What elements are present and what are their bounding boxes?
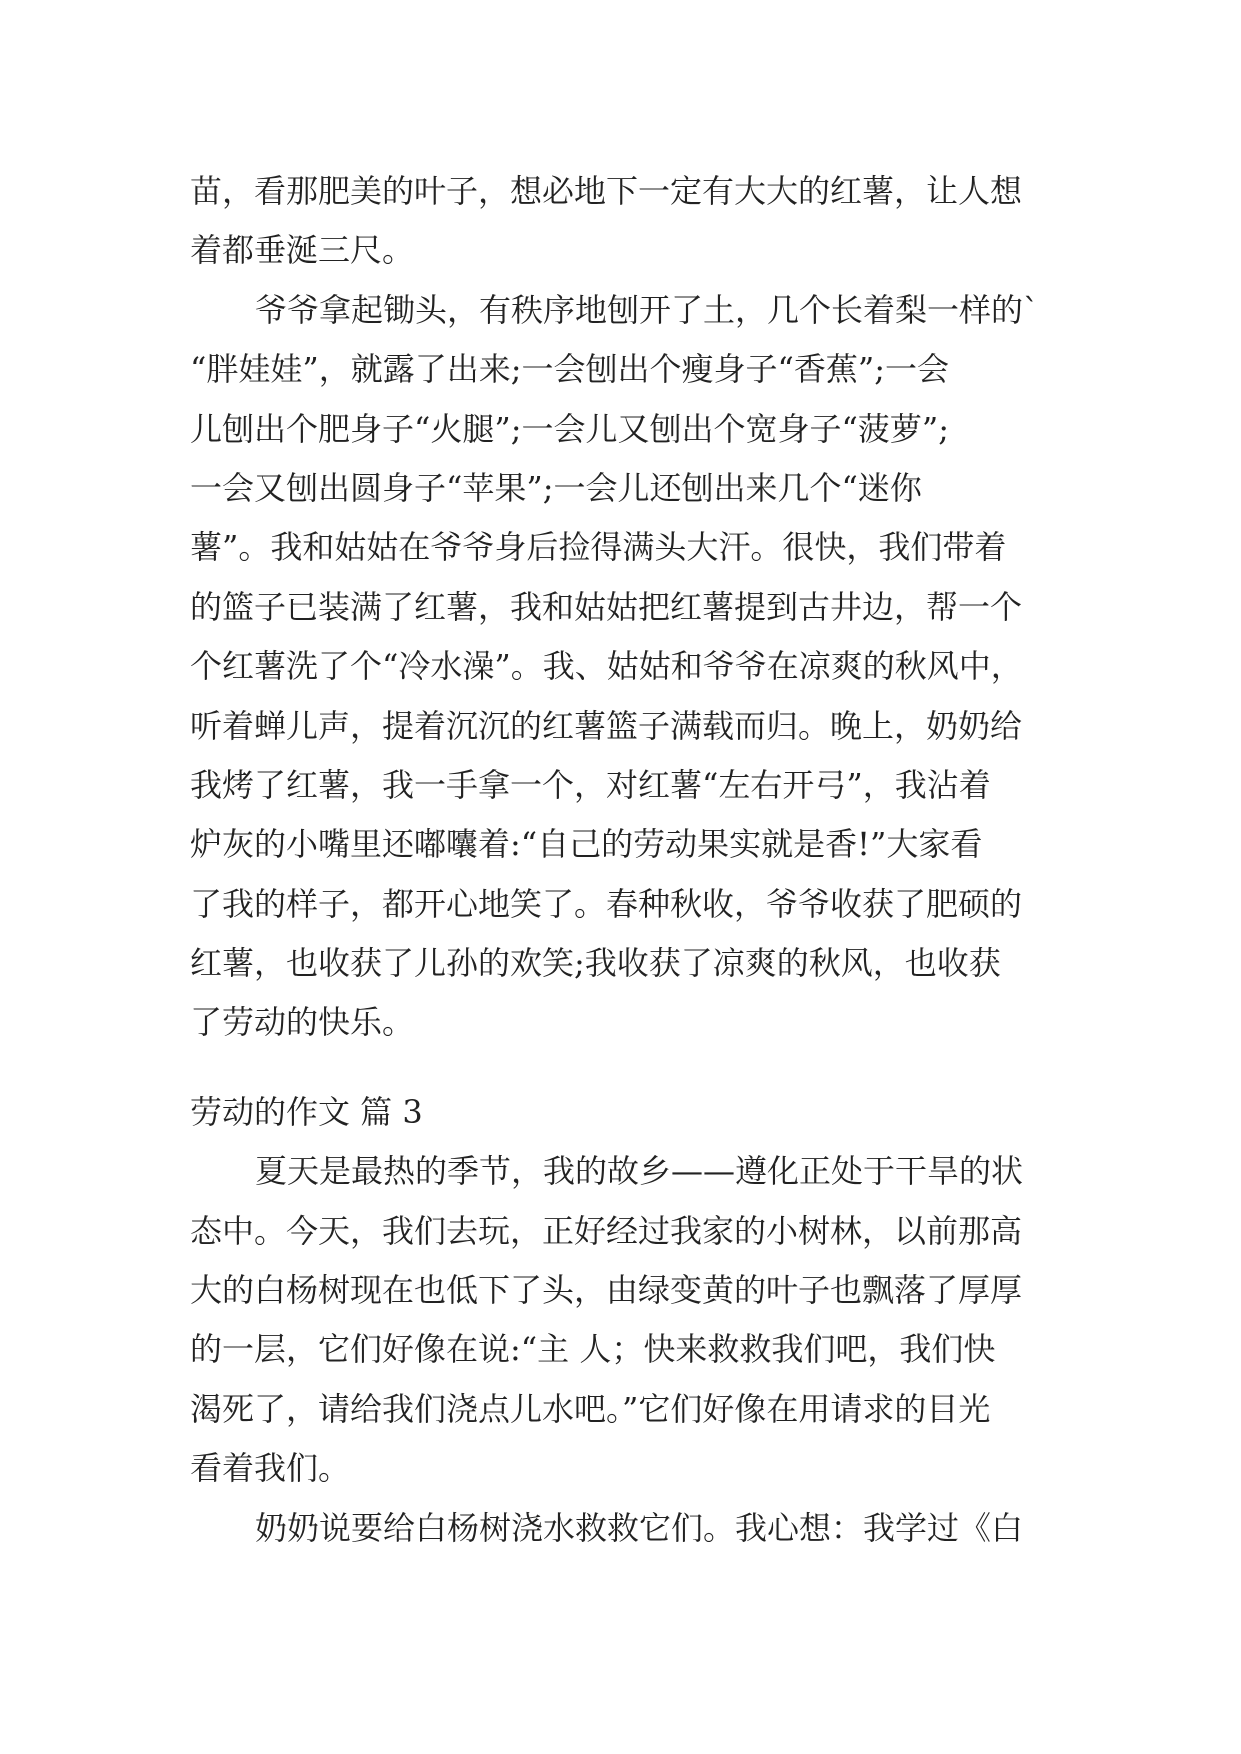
text-line: 个红薯洗了个“冷水澡”。我、姑姑和爷爷在凉爽的秋风中， — [190, 647, 1023, 686]
text-line: 渴死了，请给我们浇点儿水吧。”它们好像在用请求的目光 — [190, 1389, 991, 1428]
text-line: 看着我们。 — [190, 1449, 351, 1488]
text-line: 一会又刨出圆身子“苹果”;一会儿还刨出来几个“迷你 — [190, 468, 922, 507]
text-line: 薯”。我和姑姑在爷爷身后捡得满头大汗。很快，我们带着 — [190, 528, 1007, 567]
section-heading: 劳动的作文 篇 3 — [190, 1092, 423, 1131]
paragraph-grandma — [190, 1499, 1050, 1558]
paragraph-continued — [190, 162, 1050, 281]
text-line: 苗，看那肥美的叶子，想必地下一定有大大的红薯，让人想 — [190, 172, 1023, 210]
text-line: 了劳动的快乐。 — [190, 1003, 415, 1042]
text-line: “胖娃娃”，就露了出来;一会刨出个瘦身子“香蕉”;一会 — [190, 350, 950, 389]
text-line: 奶奶说要给白杨树浇水救救它们。我心想：我学过《白 — [255, 1508, 1024, 1547]
text-line: 爷爷拿起锄头，有秩序地刨开了土，几个长着梨一样的` — [255, 290, 1040, 329]
text-line: 着都垂涎三尺。 — [190, 231, 415, 270]
paragraph-harvest — [190, 281, 1050, 1053]
text-line: 的一层，它们好像在说:“主 人；快来救救我们吧，我们快 — [190, 1330, 996, 1369]
text-line: 听着蝉儿声，提着沉沉的红薯篮子满载而归。晚上，奶奶给 — [190, 706, 1023, 745]
text-line: 的篮子已装满了红薯，我和姑姑把红薯提到古井边，帮一个 — [190, 587, 1023, 626]
text-line: 大的白杨树现在也低下了头，由绿变黄的叶子也飘落了厚厚 — [190, 1271, 1023, 1310]
text-line: 红薯，也收获了儿孙的欢笑;我收获了凉爽的秋风，也收获 — [190, 944, 1001, 983]
text-line: 我烤了红薯，我一手拿一个，对红薯“左右开弓”，我沾着 — [190, 765, 991, 804]
text-line: 炉灰的小嘴里还嘟囔着:“自己的劳动果实就是香!”大家看 — [190, 825, 983, 864]
text-line: 了我的样子，都开心地笑了。春种秋收，爷爷收获了肥硕的 — [190, 884, 1023, 923]
document-body — [190, 162, 1050, 1558]
text-line: 夏天是最热的季节，我的故乡——遵化正处于干旱的状 — [255, 1152, 1024, 1191]
text-line: 态中。今天，我们去玩，正好经过我家的小树林，以前那高 — [190, 1211, 1023, 1250]
paragraph-summer — [190, 1142, 1050, 1498]
text-line: 儿刨出个肥身子“火腿”;一会儿又刨出个宽身子“菠萝”; — [190, 409, 950, 448]
